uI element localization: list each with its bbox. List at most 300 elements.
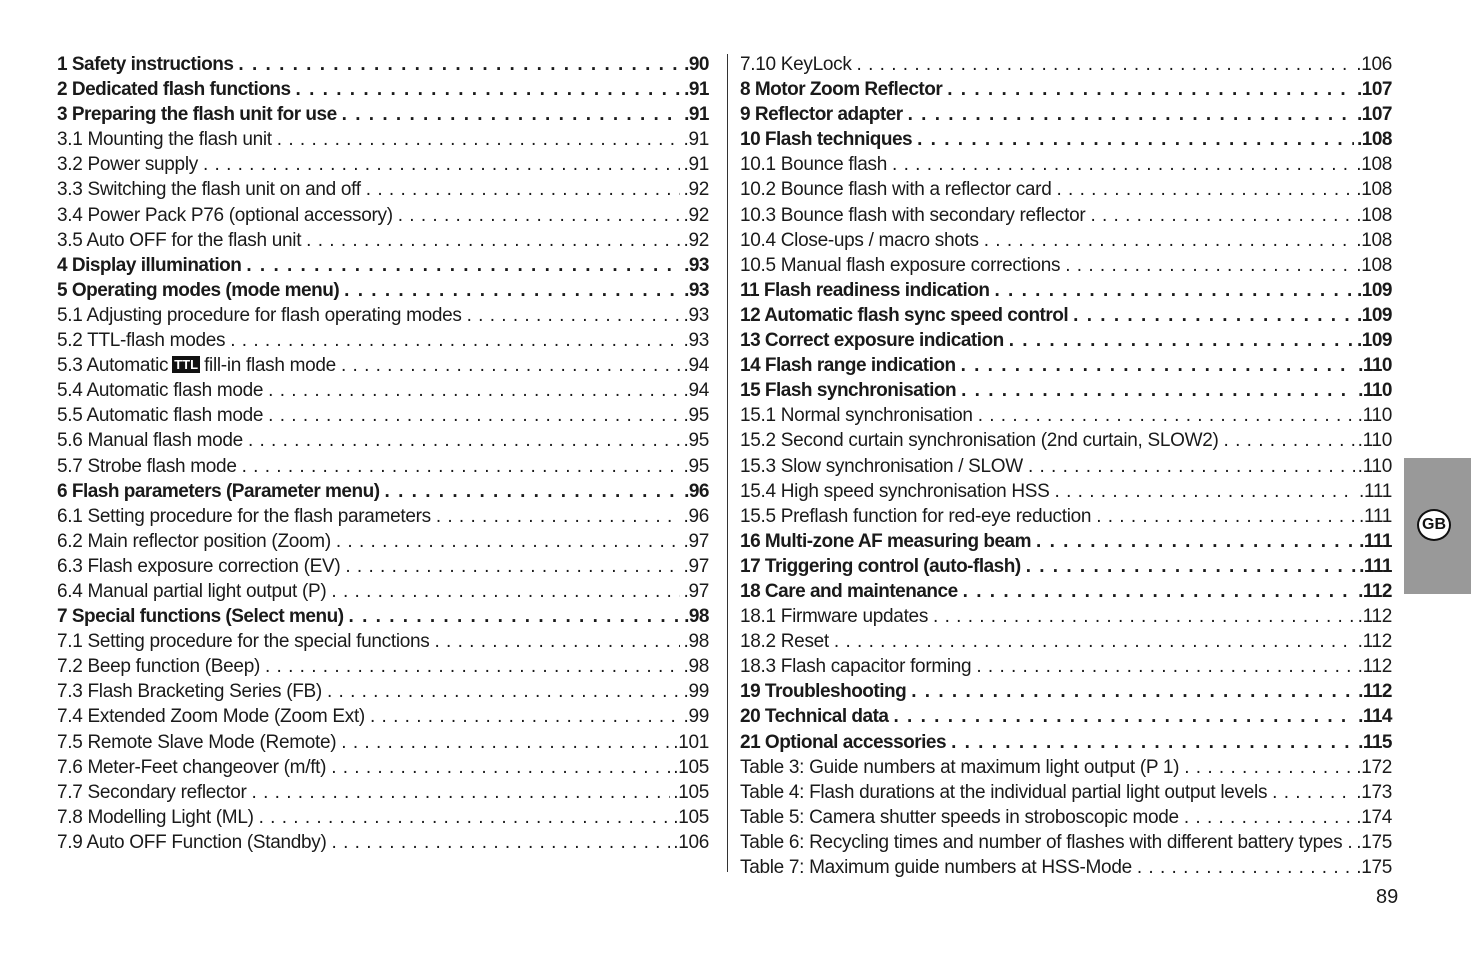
toc-entry-title [740,127,912,152]
toc-entry[interactable] [740,353,1392,378]
dot-leader [961,378,1355,403]
toc-entry-title [740,378,956,403]
toc-page-number: .108 [1356,229,1392,251]
toc-entry-title [57,328,225,353]
dot-leader [1009,328,1354,353]
toc-entry[interactable] [57,177,709,202]
toc-entry-title [740,780,1267,805]
toc-entry[interactable] [57,228,709,253]
dot-leader [1096,504,1356,529]
toc-page-number: .98 [683,631,709,653]
toc-entry[interactable] [740,278,1392,303]
dot-leader [248,428,681,453]
toc-entry-text: 10.5 Manual flash exposure corrections [740,254,1061,276]
toc-entry[interactable] [740,303,1392,328]
toc-page-number: .114 [1358,706,1392,728]
toc-page-number: .115 [1358,731,1392,753]
toc-entry-title [57,152,198,177]
toc-entry[interactable] [740,328,1392,353]
toc-entry[interactable] [57,403,709,428]
toc-entry-title [57,679,322,704]
toc-entry-title [57,52,233,77]
toc-entry-title [740,228,979,253]
dot-leader [434,629,680,654]
toc-entry-title [57,604,344,629]
toc-entry[interactable] [740,127,1392,152]
dot-leader [259,805,671,830]
toc-entry-text: 10.1 Bounce flash [740,154,888,176]
toc-entry-title [740,855,1132,880]
dot-leader [398,203,681,228]
toc-entry-title [57,353,336,378]
toc-entry[interactable] [740,554,1392,579]
toc-entry-title [57,529,331,554]
dot-leader [976,654,1354,679]
toc-entry[interactable] [57,830,709,855]
toc-entry-title [57,203,393,228]
toc-entry[interactable] [57,328,709,353]
toc-entry-title [57,805,254,830]
toc-entry[interactable] [57,654,709,679]
toc-right-column [740,52,1392,880]
toc-entry[interactable] [57,780,709,805]
toc-entry-title [57,253,241,278]
toc-entry-text: 14 Flash range indication [740,355,956,377]
toc-entry-title [57,102,337,127]
toc-entry[interactable] [57,203,709,228]
dot-leader [1224,428,1355,453]
toc-entry-title [740,353,956,378]
toc-entry-text: 5.5 Automatic flash mode [57,405,264,427]
toc-page-number: .109 [1357,330,1392,352]
toc-entry[interactable] [740,855,1392,880]
toc-page-number: .110 [1357,455,1392,477]
toc-entry-text: 6.3 Flash exposure correction (EV) [57,555,341,577]
toc-entry-title [740,328,1004,353]
toc-page-number: .97 [683,555,709,577]
toc-entry[interactable] [740,629,1392,654]
dot-leader [1184,805,1353,830]
toc-entry-text: 7.1 Setting procedure for the special functions [57,631,430,653]
toc-entry[interactable] [740,679,1392,704]
dot-leader [268,378,680,403]
toc-entry-title [57,454,237,479]
toc-page-number: .174 [1356,806,1392,828]
toc-entry-title [57,579,326,604]
toc-entry[interactable] [740,428,1392,453]
toc-entry[interactable] [57,278,709,303]
toc-entry[interactable] [740,152,1392,177]
toc-entry[interactable] [57,479,709,504]
toc-entry-title [740,579,958,604]
toc-entry-text: 15.4 High speed synchronisation HSS [740,480,1050,502]
toc-entry[interactable] [740,177,1392,202]
toc-page-number: .112 [1358,681,1392,703]
toc-entry[interactable] [740,805,1392,830]
toc-entry-title [740,679,906,704]
toc-entry-text: 10.2 Bounce flash with a reflector card [740,179,1052,201]
dot-leader [265,654,680,679]
toc-entry[interactable] [57,554,709,579]
toc-page-number: .172 [1356,756,1392,778]
toc-page-number: .112 [1357,606,1392,628]
dot-leader [370,704,681,729]
toc-page-number: .91 [684,104,709,126]
toc-entry-text: 7.10 KeyLock [740,54,852,75]
dot-leader [908,102,1354,127]
toc-entry-title [57,278,339,303]
toc-entry[interactable] [740,579,1392,604]
toc-entry-title [740,479,1050,504]
toc-entry-text: 6 Flash parameters (Parameter menu) [57,480,380,502]
toc-entry-title [57,177,361,202]
dot-leader [892,152,1353,177]
toc-page-number: .108 [1357,129,1392,151]
toc-page-number: .98 [684,606,709,628]
toc-entry-text: 5.7 Strobe flash mode [57,455,237,477]
toc-page-number: .99 [683,681,709,703]
toc-entry[interactable] [740,378,1392,403]
page-number: 89 [1376,886,1399,908]
toc-page-number: .90 [684,54,709,75]
toc-entry-text: Table 7: Maximum guide numbers at HSS-Mode [740,857,1132,878]
dot-leader [306,228,680,253]
toc-page-number: .109 [1357,279,1392,301]
toc-page-number: .97 [683,580,709,602]
toc-entry-text: 6.2 Main reflector position (Zoom) [57,530,331,552]
toc-entry[interactable] [740,529,1392,554]
toc-entry-text-after: fill-in flash mode [204,355,336,377]
toc-page-number: .112 [1358,580,1392,602]
toc-entry[interactable] [740,253,1392,278]
toc-entry[interactable] [740,654,1392,679]
toc-entry-title [740,177,1051,202]
dot-leader [332,830,671,855]
toc-page-number: .92 [683,229,709,251]
toc-entry-text: 18.1 Firmware updates [740,606,929,628]
toc-entry-title [57,654,260,679]
toc-entry-text: 5 Operating modes (mode menu) [57,279,340,301]
toc-entry-text: 10.4 Close-ups / macro shots [740,229,979,251]
toc-page-number: .106 [1356,54,1392,75]
toc-entry-text: 9 Reflector adapter [740,104,903,126]
dot-leader [1065,253,1353,278]
toc-page-number: .96 [684,480,709,502]
toc-page-number: .107 [1357,104,1392,126]
toc-page-number: .112 [1357,656,1392,678]
toc-entry-text: Table 6: Recycling times and number of flashes with different battery types [740,831,1343,853]
toc-page-number: .108 [1356,204,1392,226]
toc-page-number: .95 [683,455,709,477]
toc-page-number: .93 [683,330,709,352]
toc-entry-title [740,403,973,428]
toc-entry-title [740,805,1179,830]
toc-page-number: .111 [1359,555,1392,577]
dot-leader [336,529,681,554]
toc-entry-text: 18.3 Flash capacitor forming [740,656,972,678]
toc-page-number: .94 [683,380,709,402]
toc-entry-text: 6.1 Setting procedure for the flash parameters [57,505,431,527]
toc-page-number: .93 [684,279,709,301]
toc-entry-title [740,454,1023,479]
toc-entry[interactable] [740,755,1392,780]
toc-entry-text: 3.1 Mounting the flash unit [57,129,272,151]
toc-page-number: .96 [683,505,709,527]
toc-page-number: .110 [1358,380,1392,402]
toc-entry[interactable] [740,704,1392,729]
toc-entry[interactable] [57,378,709,403]
dot-leader [327,679,681,704]
dot-leader [1073,303,1354,328]
toc-page-number: .94 [683,355,709,377]
toc-entry-text: 7 Special functions (Select menu) [57,606,344,628]
dot-leader [1056,177,1353,202]
toc-entry-text: 7.7 Secondary reflector [57,781,247,803]
toc-entry[interactable] [57,579,709,604]
toc-entry[interactable] [740,203,1392,228]
toc-page-number: .105 [673,806,709,828]
toc-entry-title [57,77,291,102]
dot-leader [230,328,680,353]
toc-entry-text: 15.2 Second curtain synchronisation (2nd curtain, SLOW2) [740,430,1219,452]
toc-entry-title [57,504,431,529]
toc-entry-title [740,830,1342,855]
dot-leader [834,629,1355,654]
toc-entry-text: 5.4 Automatic flash mode [57,380,264,402]
dot-leader [467,303,681,328]
toc-entry[interactable] [57,504,709,529]
toc-entry-title [57,730,336,755]
toc-entry-title [57,704,365,729]
toc-entry-text: 5.2 TTL-flash modes [57,330,226,352]
toc-entry-title [740,629,829,654]
dot-leader [203,152,681,177]
toc-entry[interactable] [57,730,709,755]
dot-leader [917,127,1354,152]
toc-entry[interactable] [57,127,709,152]
toc-entry[interactable] [740,228,1392,253]
toc-entry-text: 21 Optional accessories [740,731,947,753]
toc-entry[interactable] [740,730,1392,755]
dot-leader [894,704,1356,729]
toc-entry[interactable] [57,52,709,77]
toc-page-number: .95 [683,405,709,427]
toc-entry-title [57,830,327,855]
toc-entry-title [740,554,1021,579]
toc-entry-text: 3.4 Power Pack P76 (optional accessory) [57,204,393,226]
toc-page-number: .92 [683,179,709,201]
dot-leader [857,52,1354,77]
dot-leader [268,403,680,428]
dot-leader [1036,529,1356,554]
toc-entry-title [57,554,340,579]
toc-entry[interactable] [57,253,709,278]
toc-entry[interactable] [57,454,709,479]
toc-entry-text: 11 Flash readiness indication [740,279,990,301]
ttl-badge-icon: TTL [174,357,199,373]
toc-entry-title [740,529,1031,554]
toc-entry-text: 8 Motor Zoom Reflector [740,79,943,101]
dot-leader [961,353,1356,378]
toc-entry-title [740,730,946,755]
dot-leader [242,454,681,479]
toc-entry-text: 15.1 Normal synchronisation [740,405,973,427]
dot-leader [331,755,670,780]
dot-leader [963,579,1355,604]
toc-entry-title [740,604,928,629]
dot-leader [1055,479,1357,504]
toc-entry[interactable] [740,479,1392,504]
toc-page-number: .108 [1356,254,1392,276]
toc-entry-title [740,77,942,102]
toc-page-number: .108 [1356,179,1392,201]
toc-entry[interactable] [740,780,1392,805]
toc-entry[interactable] [57,529,709,554]
toc-page-number: .106 [673,831,709,853]
toc-entry[interactable] [57,152,709,177]
dot-leader [947,77,1354,102]
toc-entry-text: 10.3 Bounce flash with secondary reflector [740,204,1086,226]
toc-entry-title [740,504,1091,529]
toc-entry[interactable] [57,604,709,629]
toc-entry[interactable] [740,504,1392,529]
toc-entry-text: 18.2 Reset [740,631,829,653]
toc-page-number: .112 [1357,631,1392,653]
toc-page-number: .105 [673,781,709,803]
toc-page-number: .107 [1357,79,1392,101]
toc-entry-title [740,52,852,77]
toc-page-number: .91 [683,129,709,151]
toc-entry-title [57,629,429,654]
toc-entry-text: 3.2 Power supply [57,154,198,176]
dot-leader [296,77,682,102]
toc-entry-text: 4 Display illumination [57,254,242,276]
dot-leader [1347,830,1353,855]
toc-entry[interactable] [57,428,709,453]
toc-page-number: .175 [1356,857,1392,878]
toc-entry[interactable] [57,704,709,729]
toc-entry[interactable] [57,102,709,127]
toc-entry-text: 2 Dedicated flash functions [57,79,291,101]
toc-entry[interactable] [57,755,709,780]
dot-leader [349,604,682,629]
toc-entry-title [57,127,272,152]
dot-leader [331,579,680,604]
toc-page-number: .93 [684,254,709,276]
toc-entry-title [740,755,1179,780]
toc-entry-title [740,253,1060,278]
toc-page-number: .97 [683,530,709,552]
toc-page-number: .105 [673,756,709,778]
toc-entry-text: 13 Correct exposure indication [740,330,1004,352]
toc-entry[interactable] [57,77,709,102]
dot-leader [933,604,1355,629]
dot-leader [341,353,681,378]
toc-left-column [57,52,709,855]
dot-leader [911,679,1355,704]
dot-leader [984,228,1354,253]
dot-leader [277,127,681,152]
toc-entry[interactable] [57,629,709,654]
toc-page-number: .110 [1357,405,1392,427]
toc-entry-text: 17 Triggering control (auto-flash) [740,555,1021,577]
toc-entry-title [740,152,887,177]
toc-entry-title [740,303,1068,328]
dot-leader [995,278,1355,303]
toc-entry[interactable] [57,805,709,830]
toc-page-number: .110 [1357,430,1392,452]
toc-entry-title [740,278,990,303]
toc-page-number: .95 [683,430,709,452]
toc-entry[interactable] [740,52,1392,77]
toc-page-number: .99 [683,706,709,728]
toc-page-number: .111 [1359,480,1392,502]
dot-leader [1137,855,1353,880]
toc-entry-text: 7.5 Remote Slave Mode (Remote) [57,731,337,753]
toc-entry[interactable] [740,830,1392,855]
toc-page-number: .110 [1358,355,1392,377]
dot-leader [246,253,681,278]
toc-entry[interactable] [57,353,709,378]
toc-entry-text: 15.5 Preflash function for red-eye reduction [740,505,1092,527]
dot-leader [345,554,680,579]
toc-entry-title [57,780,247,805]
toc-entry-title [57,378,263,403]
toc-entry[interactable] [57,303,709,328]
toc-page-number: .173 [1356,781,1392,803]
toc-entry[interactable] [740,454,1392,479]
toc-entry-text: Table 5: Camera shutter speeds in stroboscopic mode [740,806,1179,828]
toc-entry-text: 7.2 Beep function (Beep) [57,656,260,678]
toc-entry-title [57,428,243,453]
toc-page-number: .91 [683,154,709,176]
toc-entry-text: 20 Technical data [740,706,889,728]
toc-entry-text: 16 Multi-zone AF measuring beam [740,530,1032,552]
dot-leader [366,177,681,202]
toc-entry[interactable] [740,102,1392,127]
dot-leader [1028,454,1355,479]
toc-entry-title [740,102,903,127]
dot-leader [1026,554,1356,579]
toc-entry-title [740,203,1085,228]
dot-leader [1184,755,1353,780]
toc-entry[interactable] [740,604,1392,629]
dot-leader [252,780,671,805]
toc-entry[interactable] [57,679,709,704]
toc-entry-text: 12 Automatic flash sync speed control [740,304,1069,326]
toc-entry-text: 3.5 Auto OFF for the flash unit [57,229,302,251]
language-tab [1404,458,1471,594]
toc-entry-text: 18 Care and maintenance [740,580,958,602]
toc-entry-text: 15 Flash synchronisation [740,380,957,402]
dot-leader [436,504,681,529]
dot-leader [1090,203,1353,228]
toc-entry-title [57,479,380,504]
dot-leader [951,730,1355,755]
toc-entry-title [740,704,889,729]
dot-leader [385,479,682,504]
toc-page-number: .108 [1356,154,1392,176]
toc-entry-text: Table 4: Flash durations at the individual partial light output levels [740,781,1268,803]
toc-entry-title [57,755,326,780]
dot-leader [342,102,681,127]
toc-entry[interactable] [740,403,1392,428]
toc-entry-title [57,228,301,253]
toc-entry[interactable] [740,77,1392,102]
toc-page-number: .92 [683,204,709,226]
toc-entry-text: 5.3 Automatic [57,355,169,377]
toc-entry-text: 6.4 Manual partial light output (P) [57,580,327,602]
